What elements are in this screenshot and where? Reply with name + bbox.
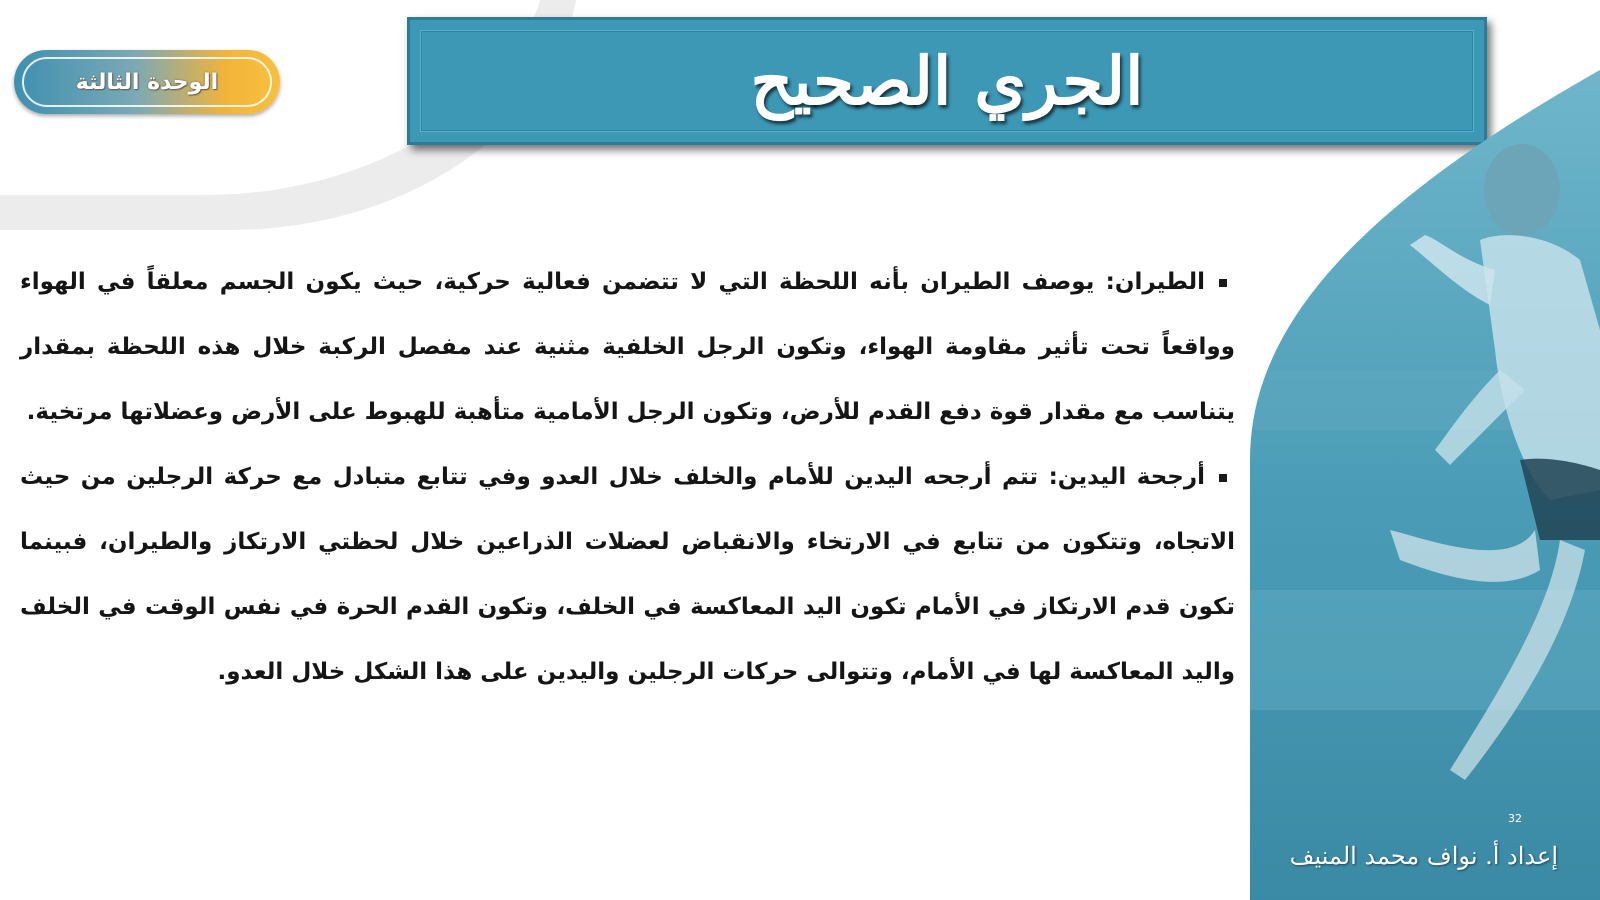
paragraph-text: يوصف الطيران بأنه اللحظة التي لا تتضمن فعالية حركية، حيث يكون الجسم معلقاً في الهواء وواقعاً تحت تأثير مقاومة الهواء، وتكون الرجل الخلفية مثنية عند مفصل الركبة خلال هذه اللحظة بمقدار يتناسب مع مقدار قوة دفع القدم للأرض، وتكون الرجل الأمامية متأهبة للهبوط على الأرض وعضلاتها مرتخية.: [20, 269, 1235, 425]
paragraph-term: الطيران:: [1105, 269, 1205, 295]
page-number: 32: [1508, 812, 1522, 825]
square-bullet-icon: [1219, 474, 1227, 482]
page-title: الجري الصحيح: [750, 42, 1144, 120]
paragraph-text: تتم أرجحه اليدين للأمام والخلف خلال العدو وفي تتابع متبادل مع حركة الرجلين من حيث الاتجاه، وتتكون من تتابع في الارتخاء والانقباض لعضلات الذراعين خلال لحظتي الارتكاز والطيران، فبينما تكون قدم الارتكاز في الأمام تكون اليد المعاكسة في الخلف، وتكون القدم الحرة في نفس الوقت في الخلف واليد المعاكسة لها في الأمام، وتتوالى حركات الرجلين واليدين على هذا الشكل خلال العدو.: [20, 464, 1235, 685]
content-body: [20, 250, 1235, 705]
paragraph-arm-swing: [20, 445, 1235, 705]
square-bullet-icon: [1219, 279, 1227, 287]
unit-badge: [14, 50, 280, 114]
runner-photo-image: [1250, 70, 1600, 900]
paragraph-flight: [20, 250, 1235, 445]
unit-badge-label: الوحدة الثالثة: [75, 69, 219, 95]
paragraph-term: أرجحة اليدين:: [1048, 464, 1206, 490]
runner-photo-panel: [1250, 70, 1600, 900]
author-credit: إعداد أ. نواف محمد المنيف: [1289, 842, 1558, 870]
unit-badge-frame: [22, 57, 272, 107]
